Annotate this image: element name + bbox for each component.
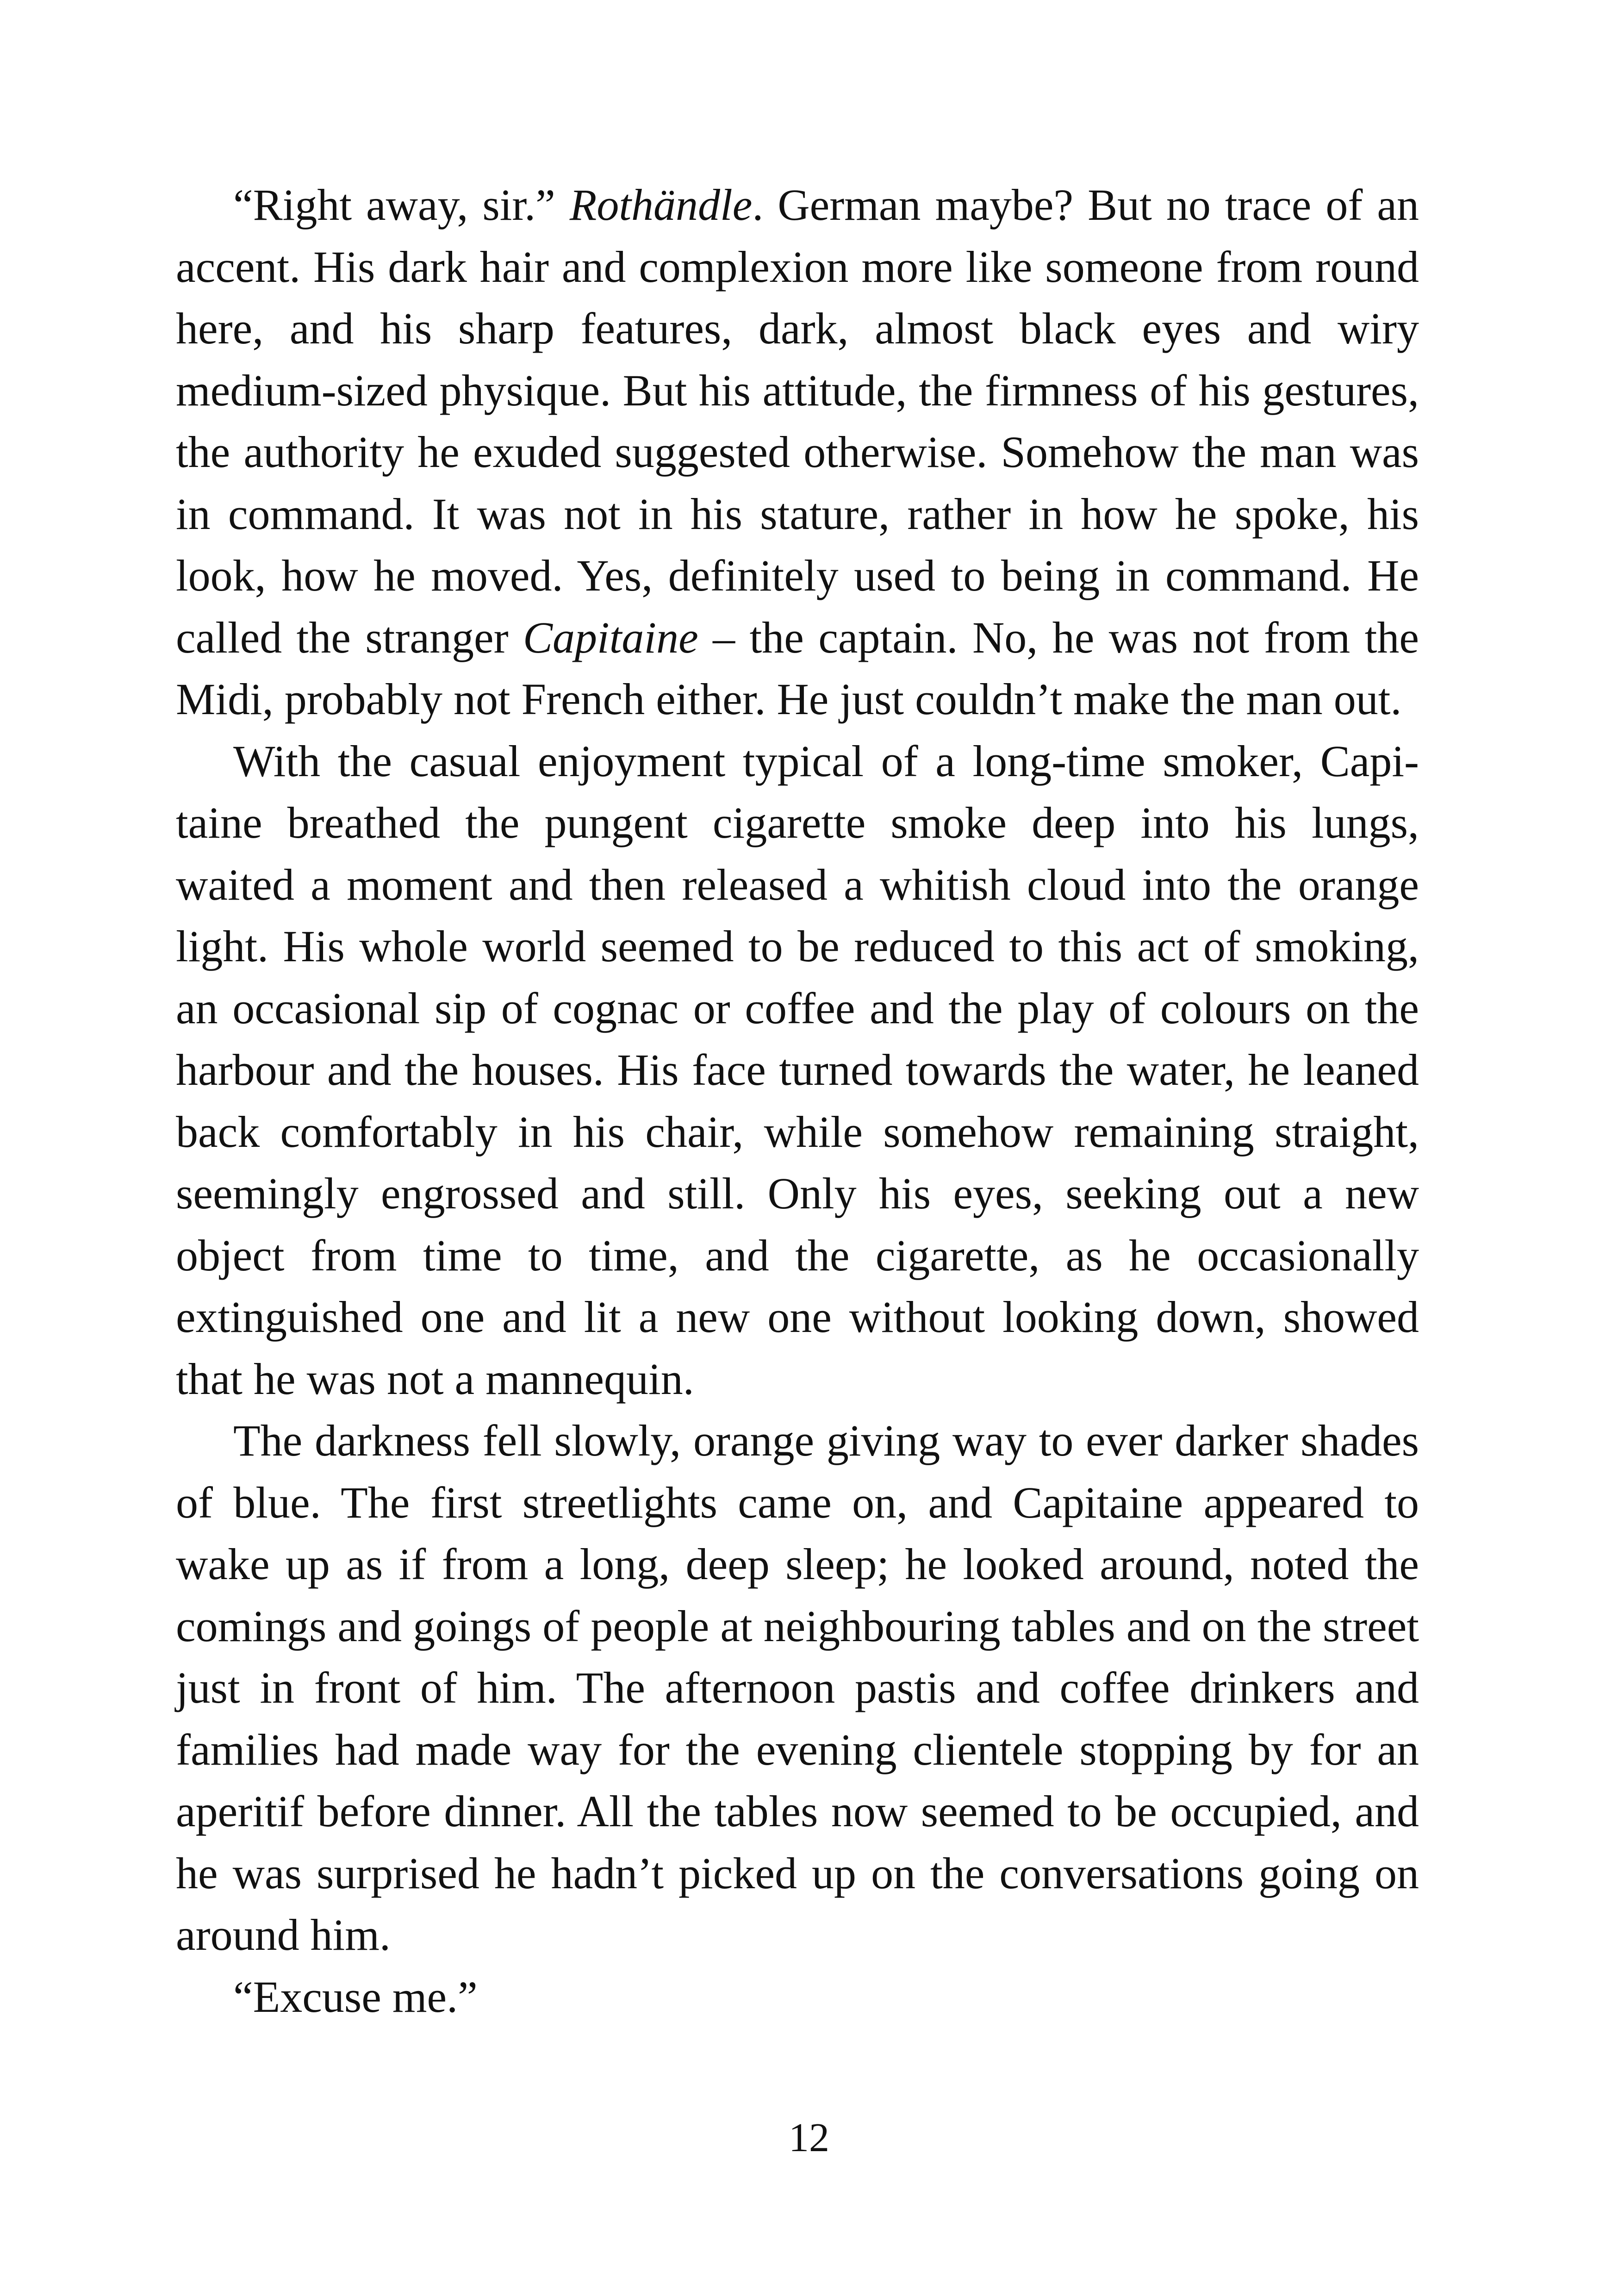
italic-word-rothandle: Rothändle [569,180,753,230]
text-segment: “Right away, sir.” [233,180,570,230]
page-number: 12 [789,2116,829,2160]
text-segment: The darkness fell slowly, orange giving way to ever darker shades of blue. The first streetlights came on, and Capitaine appeared to wake up as if from a long, deep sleep; he looked around, noted the comings and goings of people at neighbouring tables and on the street just in front of him. The afternoon pastis and coffee drinkers and families had made way for the evening clientele stopping by for an aperitif before dinner. All the tables now seemed to be occupied, and he was surprised he hadn’t picked up on the conversations going on around him. [176,1416,1419,1960]
body-text [176,174,1419,2028]
italic-word-capitaine: Capitaine [523,612,698,662]
text-segment: . German maybe? But no trace of an accent. His dark hair and complexion more like someone from round here, and his sharp features, dark, almost black eyes and wiry medium-sized physique. But his attitude, the firmness of his gestures, the authority he exuded suggested otherwise. Somehow the man was in command. It was not in his stature, rather in how he spoke, his look, how he moved. Yes, definitely used to being in command. He called the stranger [176,180,1419,662]
text-segment: – the captain. No, he was not from the Midi, probably not French either. He just couldn’t make the man out. [176,612,1419,724]
text-segment: With the casual enjoyment typical of a long-time smoker, Capitaine breathed the pungent cigarette smoke deep into his lungs, waited a moment and then released a whitish cloud into the orange light. His whole world seemed to be reduced to this act of smoking, an occasional sip of cognac or coffee and the play of colours on the harbour and the houses. His face turned towards the water, he leaned back comfortably in his chair, while somehow remaining straight, seemingly engrossed and still. Only his eyes, seeking out a new object from time to time, and the cigarette, as he occasionally extinguished one and lit a new one without looking down, showed that he was not a mannequin. [176,736,1419,1404]
text-segment: “Excuse me.” [233,1972,478,2022]
paragraph-4 [176,1966,1419,2028]
paragraph-3 [176,1410,1419,1966]
paragraph-1 [176,174,1419,730]
paragraph-2 [176,730,1419,1410]
